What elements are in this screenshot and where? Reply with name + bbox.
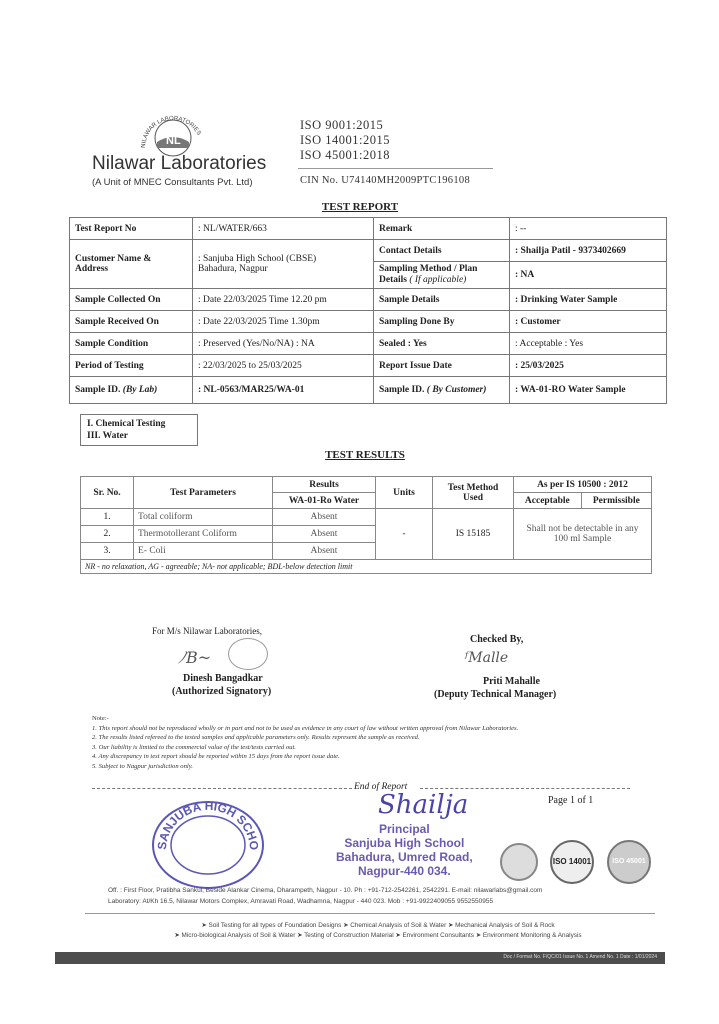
end-divider-left	[92, 788, 352, 789]
principal-title: Principal	[379, 822, 430, 836]
right-signatory-title: (Deputy Technical Manager)	[434, 689, 557, 700]
note-item: 5. Subject to Nagpur jurisdiction only.	[92, 762, 193, 770]
note-item: 3. Our liability is limited to the commercial value of the test/tests carried out.	[92, 743, 296, 751]
right-signatory-name: Priti Mahalle	[483, 676, 540, 687]
period-label: Period of Testing	[70, 355, 193, 377]
units-value: -	[376, 509, 433, 560]
acceptable-value: : Acceptable : Yes	[510, 333, 667, 355]
contact-label: Contact Details	[374, 240, 510, 262]
table-row: 3. E- Coli Absent	[81, 543, 652, 560]
details-label: Sample Details	[374, 289, 510, 311]
test-results-table	[80, 476, 652, 574]
lab-address: Laboratory: At/Kh 16.5, Nilawar Motors Complex, Amravati Road, Wadhamna, Nagpur - 440 023. Mob : +91-9922409055 9552550955	[108, 898, 494, 905]
collected-value: : Date 22/03/2025 Time 12.20 pm	[193, 289, 374, 311]
testing-subcategory: III. Water	[87, 431, 128, 441]
remark-value: : --	[510, 218, 667, 240]
sample-id-lab-label: Sample ID. (By Lab)	[70, 377, 193, 404]
note-item: 4. Any discrepancy in test report should be reported within 15 days from the report issue date.	[92, 753, 340, 760]
services-line: ➤ Micro-biological Analysis of Soil & Water ➤ Testing of Construction Material ➤ Environment Consultants ➤ Environment Monitoring & Analysis	[174, 932, 582, 939]
sample-id-cust-value: : WA-01-RO Water Sample	[510, 377, 667, 404]
footer-strip	[55, 952, 665, 964]
report-title: TEST REPORT	[321, 201, 399, 213]
testing-category: I. Chemical Testing	[87, 419, 166, 429]
received-value: : Date 22/03/2025 Time 1.30pm	[193, 311, 374, 333]
col-sr: Sr. No.	[81, 477, 134, 509]
footer-address	[108, 885, 628, 907]
page-number: Page 1 of 1	[548, 795, 594, 806]
notes	[92, 714, 518, 771]
note-item: 1. This report should not be reproduced wholly or in part and not to be used as evidence in any court of law without written approval from Nilawar Laboratories.	[92, 724, 519, 732]
sealed-label: Sealed : Yes	[374, 333, 510, 355]
services-list	[108, 921, 648, 941]
col-permissible: Permissible	[581, 493, 651, 509]
limit-value: Shall not be detectable in any 100 ml Sample	[514, 509, 652, 560]
iso-45001-badge: ISO 45001	[607, 840, 651, 884]
col-as-per: As per IS 10500 : 2012	[514, 477, 652, 493]
right-signature: ᶠMalle	[465, 650, 509, 666]
note-item: 2. The results listed refereed to the tested samples and applicable parameters only. Results represent the sample as received.	[92, 734, 420, 741]
report-info-table	[69, 217, 667, 404]
svg-text:SANJUBA HIGH SCHOOL: SANJUBA HIGH SCHO	[154, 798, 262, 851]
end-of-report: End of Report	[354, 782, 408, 792]
customer-value: : Sanjuba High School (CBSE) Bahadura, Nagpur	[193, 240, 374, 289]
col-method: Test Method Used	[433, 477, 514, 509]
lab-logo	[93, 100, 213, 160]
collected-label: Sample Collected On	[70, 289, 193, 311]
left-signatory-title: (Authorized Signatory)	[172, 686, 272, 697]
issue-value: : 25/03/2025	[510, 355, 667, 377]
left-signature: ﾉB~	[178, 648, 212, 667]
cert-badge-icon	[500, 843, 538, 881]
test-report-no-label: Test Report No	[70, 218, 193, 240]
details-value: : Drinking Water Sample	[510, 289, 667, 311]
results-title: TEST RESULTS	[325, 449, 405, 461]
sampling-method-value: : NA	[510, 262, 667, 289]
end-divider-right	[420, 788, 630, 789]
test-report-no: : NL/WATER/663	[193, 218, 374, 240]
lab-subtitle: (A Unit of MNEC Consultants Pvt. Ltd)	[92, 177, 253, 188]
table-row: 2. Thermotollerant Coliform Absent	[81, 526, 652, 543]
col-results-sub: WA-01-Ro Water	[273, 493, 376, 509]
sampling-done-value: : Customer	[510, 311, 667, 333]
issue-label: Report Issue Date	[374, 355, 510, 377]
school-stamp	[148, 795, 268, 890]
iso-45001: ISO 45001:2018	[300, 148, 390, 162]
sample-id-lab-value: : NL-0563/MAR25/WA-01	[193, 377, 374, 404]
period-value: : 22/03/2025 to 25/03/2025	[193, 355, 374, 377]
remark-label: Remark	[374, 218, 510, 240]
cin-divider	[298, 168, 493, 169]
col-param: Test Parameters	[134, 477, 273, 509]
method-value: IS 15185	[433, 509, 514, 560]
for-label: For M/s Nilawar Laboratories,	[152, 626, 262, 636]
col-results: Results	[273, 477, 376, 493]
condition-value: : Preserved (Yes/No/NA) : NA	[193, 333, 374, 355]
services-line: ➤ Soil Testing for all types of Foundation Designs ➤ Chemical Analysis of Soil & Water ➤ Mechanical Analysis of Soil & Rock	[201, 922, 555, 929]
svg-text:NILAWAR LABORATORIES: NILAWAR LABORATORIES	[140, 115, 202, 149]
principal-address: Bahadura, Umred Road,	[336, 850, 473, 864]
principal-signature: Shailja	[378, 790, 469, 820]
condition-label: Sample Condition	[70, 333, 193, 355]
sampling-method-label: Sampling Method / Plan Details ( If applicable)	[374, 262, 510, 289]
svg-text:NL: NL	[166, 135, 181, 147]
left-signatory-name: Dinesh Bangadkar	[183, 673, 263, 684]
sample-id-cust-label: Sample ID. ( By Customer)	[374, 377, 510, 404]
sampling-done-label: Sampling Done By	[374, 311, 510, 333]
principal-stamp	[336, 822, 473, 878]
col-units: Units	[376, 477, 433, 509]
contact-value: : Shailja Patil - 9373402669	[510, 240, 667, 262]
iso-certifications	[300, 118, 390, 163]
testing-category-box	[80, 414, 198, 446]
lab-seal	[228, 638, 268, 670]
office-address: Off. : First Floor, Pratibha Sankul, Beside Alankar Cinema, Dharampeth, Nagpur - 10. Ph : +91-712-2542261, 2542291. E-mail: nilawarlabs@gmail.com	[108, 887, 543, 894]
received-label: Sample Received On	[70, 311, 193, 333]
principal-city: Nagpur-440 034.	[357, 864, 451, 878]
table-row: 1. Total coliform Absent - IS 15185 Shall not be detectable in any 100 ml Sample	[81, 509, 652, 526]
legend: NR - no relaxation, AG - agreeable; NA- not applicable; BDL-below detection limit	[81, 560, 652, 574]
checked-label: Checked By,	[470, 634, 524, 645]
col-acceptable: Acceptable	[514, 493, 582, 509]
lab-name: Nilawar Laboratories	[92, 153, 267, 174]
iso-14001: ISO 14001:2015	[300, 133, 390, 147]
customer-label: Customer Name & Address	[70, 240, 193, 289]
footer-divider	[85, 913, 655, 914]
cin-number: CIN No. U74140MH2009PTC196108	[300, 175, 470, 186]
notes-title: Note:-	[92, 715, 109, 722]
iso-9001: ISO 9001:2015	[300, 118, 384, 132]
doc-reference: Doc / Format No. F/QC/01 Issue No. 1 Amend No. 1 Date : 1/01/2024	[503, 954, 657, 960]
principal-school: Sanjuba High School	[344, 836, 465, 850]
iso-14001-badge: ISO 14001	[550, 840, 594, 884]
